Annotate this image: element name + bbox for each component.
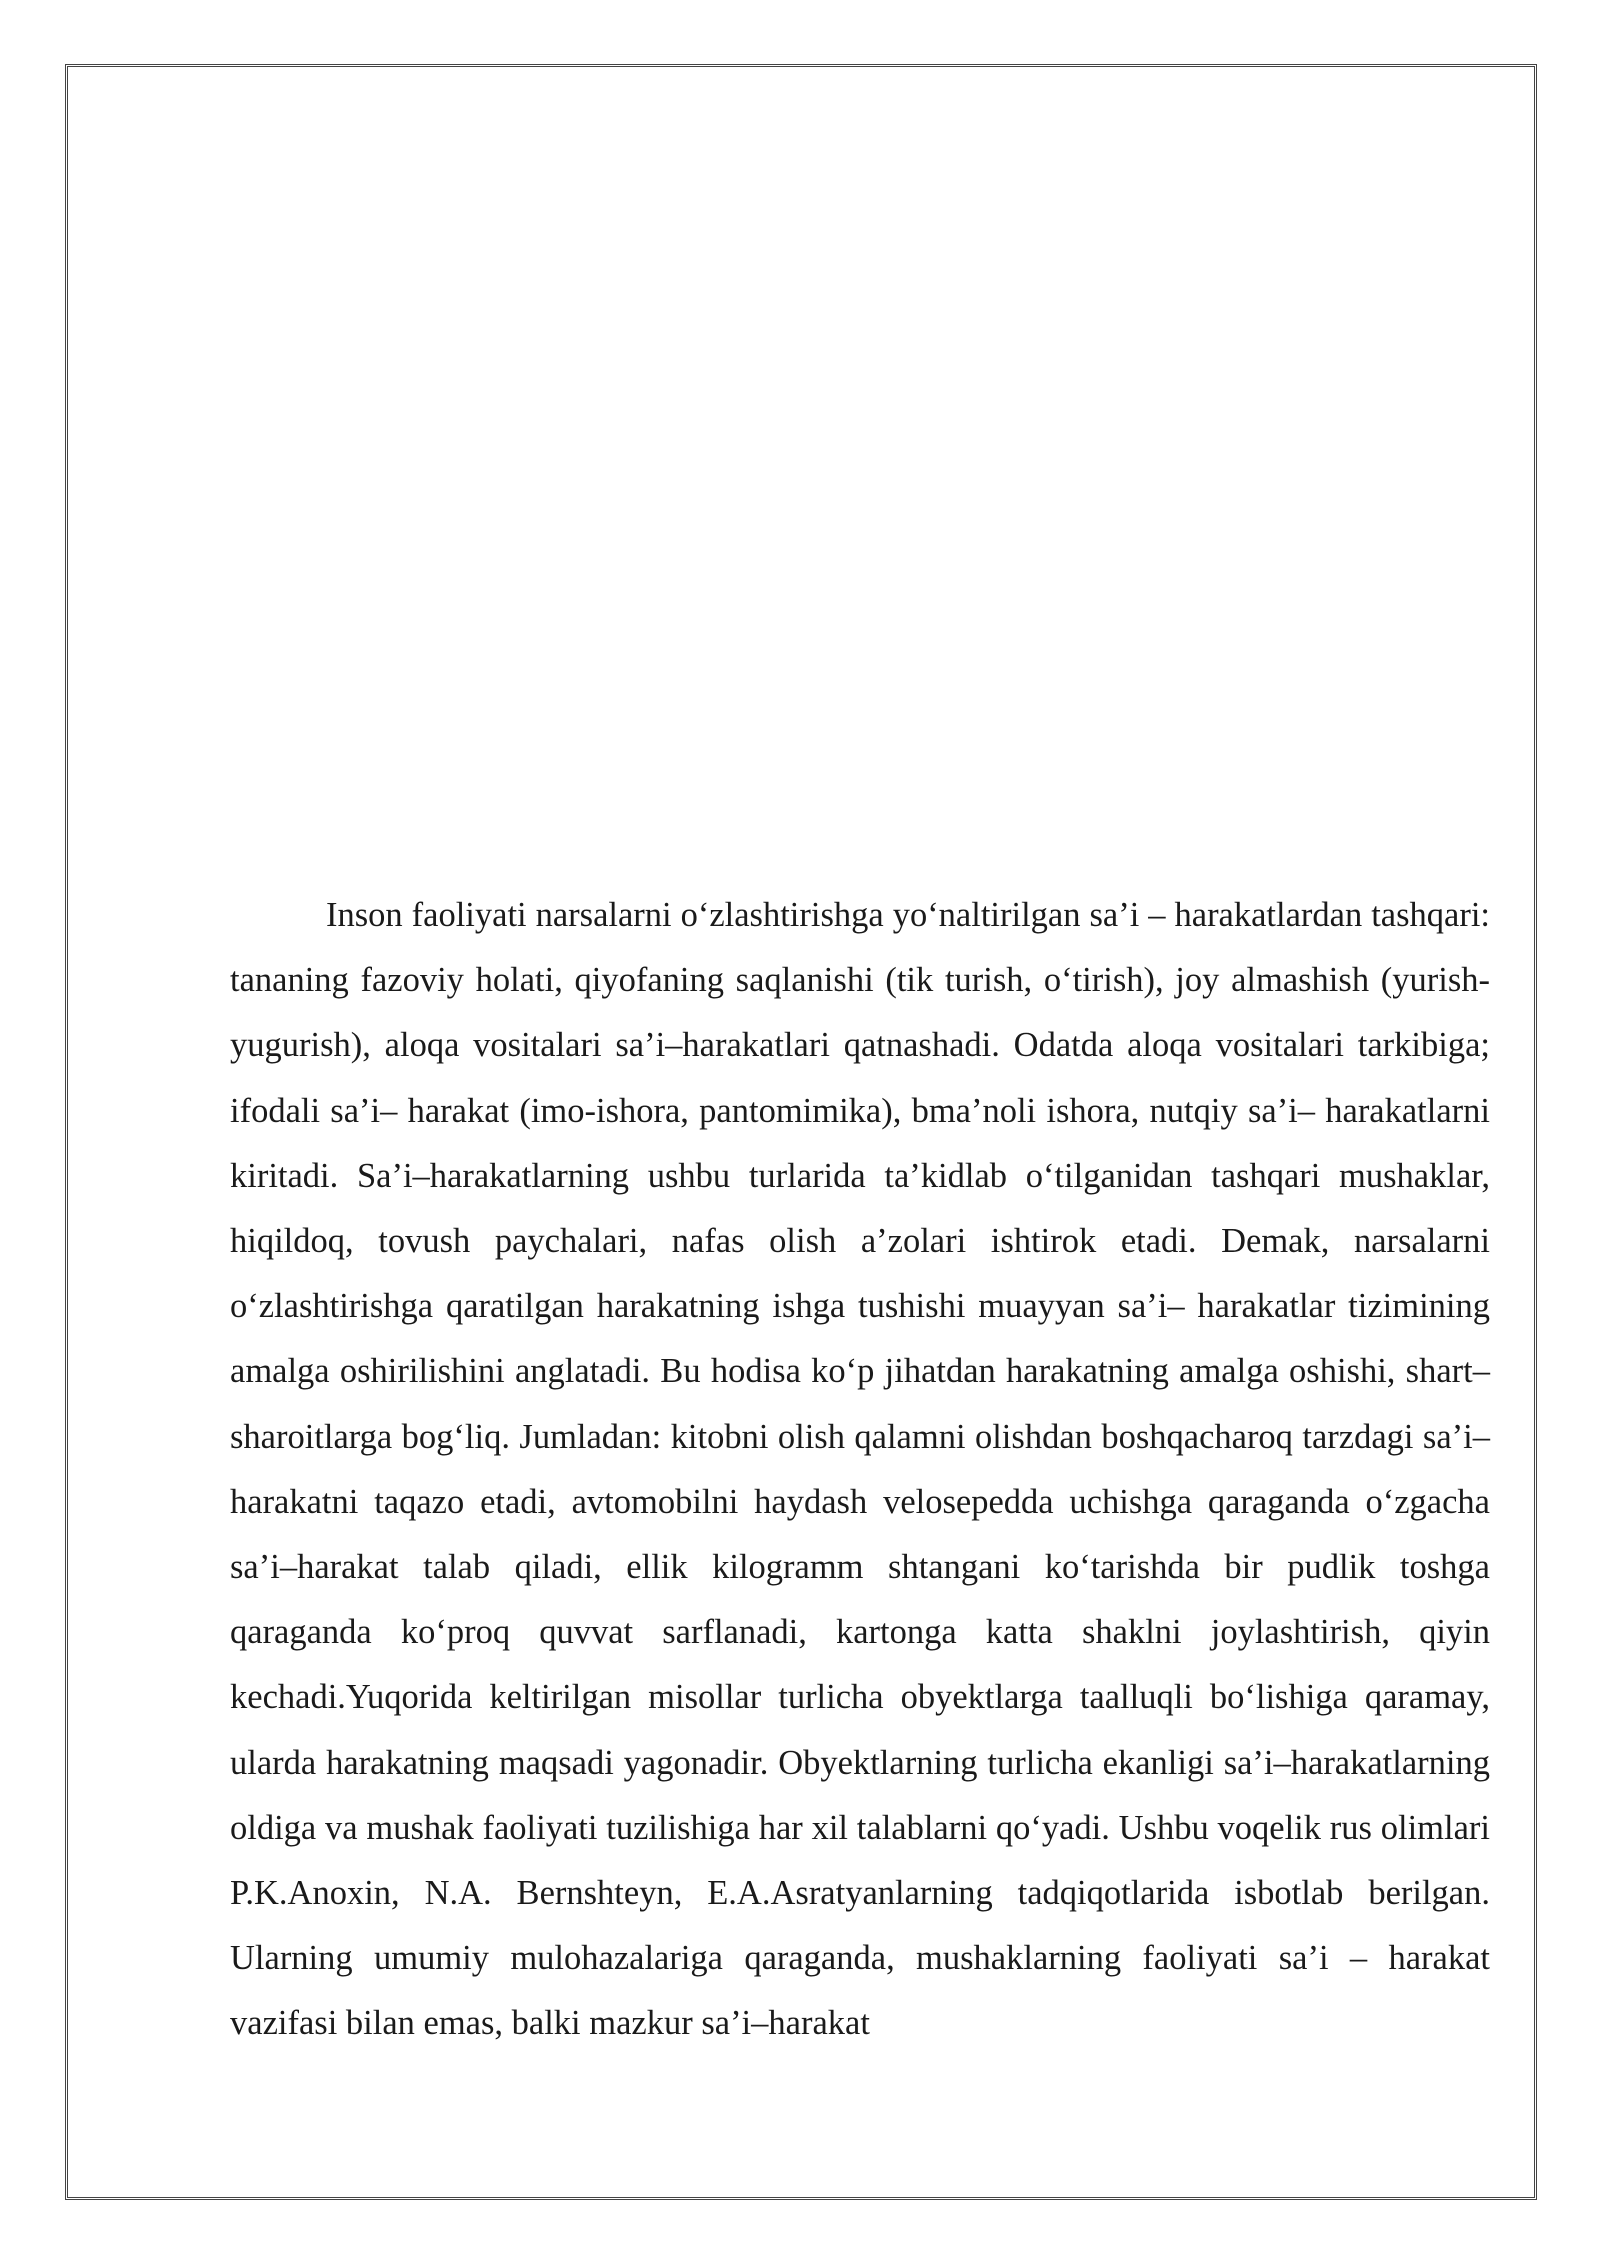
body-paragraph: Inson faoliyati narsalarni o‘zlashtirishga yo‘naltirilgan sa’i – harakatlardan tashqari: tananing fazoviy holati, qiyofaning saqlanishi (tik turish, o‘tirish), joy almashish (yurish-yugurish), aloqa vositalari sa’i–harakatlari qatnashadi. Odatda aloqa vositalari tarkibiga; ifodali sa’i– harakat (imo-ishora, pantomimika), bma’noli ishora, nutqiy sa’i– harakatlarni kiritadi. Sa’i–harakatlarning ushbu turlarida ta’kidlab o‘tilganidan tashqari mushaklar, hiqildoq, tovush paychalari, nafas olish a’zolari ishtirok etadi. Demak, narsalarni o‘zlashtirishga qaratilgan harakatning ishga tushishi muayyan sa’i– harakatlar tizimining amalga oshirilishini anglatadi. Bu hodisa ko‘p jihatdan harakatning amalga oshishi, shart–sharoitlarga bog‘liq. Jumladan: kitobni olish qalamni olishdan boshqacharoq tarzdagi sa’i–harakatni taqazo etadi, avtomobilni haydash velosepedda uchishga qaraganda o‘zgacha sa’i–harakat talab qiladi, ellik kilogramm shtangani ko‘tarishda bir pudlik toshga qaraganda ko‘proq quvvat sarflanadi, kartonga katta shaklni joylashtirish, qiyin kechadi.Yuqorida keltirilgan misollar turlicha obyektlarga taalluqli bo‘lishiga qaramay, ularda harakatning maqsadi yagonadir. Obyektlarning turlicha ekanligi sa’i–harakatlarning oldiga va mushak faoliyati tuzilishiga har xil talablarni qo‘yadi. Ushbu voqelik rus olimlari P.K.Anoxin, N.A. Bernshteyn, E.A.Asratyanlarning tadqiqotlarida isbotlab berilgan. Ularning umumiy mulohazalariga qaraganda, mushaklarning faoliyati sa’i – harakat vazifasi bilan emas, balki mazkur sa’i–harakat (230, 896, 1490, 2043)
